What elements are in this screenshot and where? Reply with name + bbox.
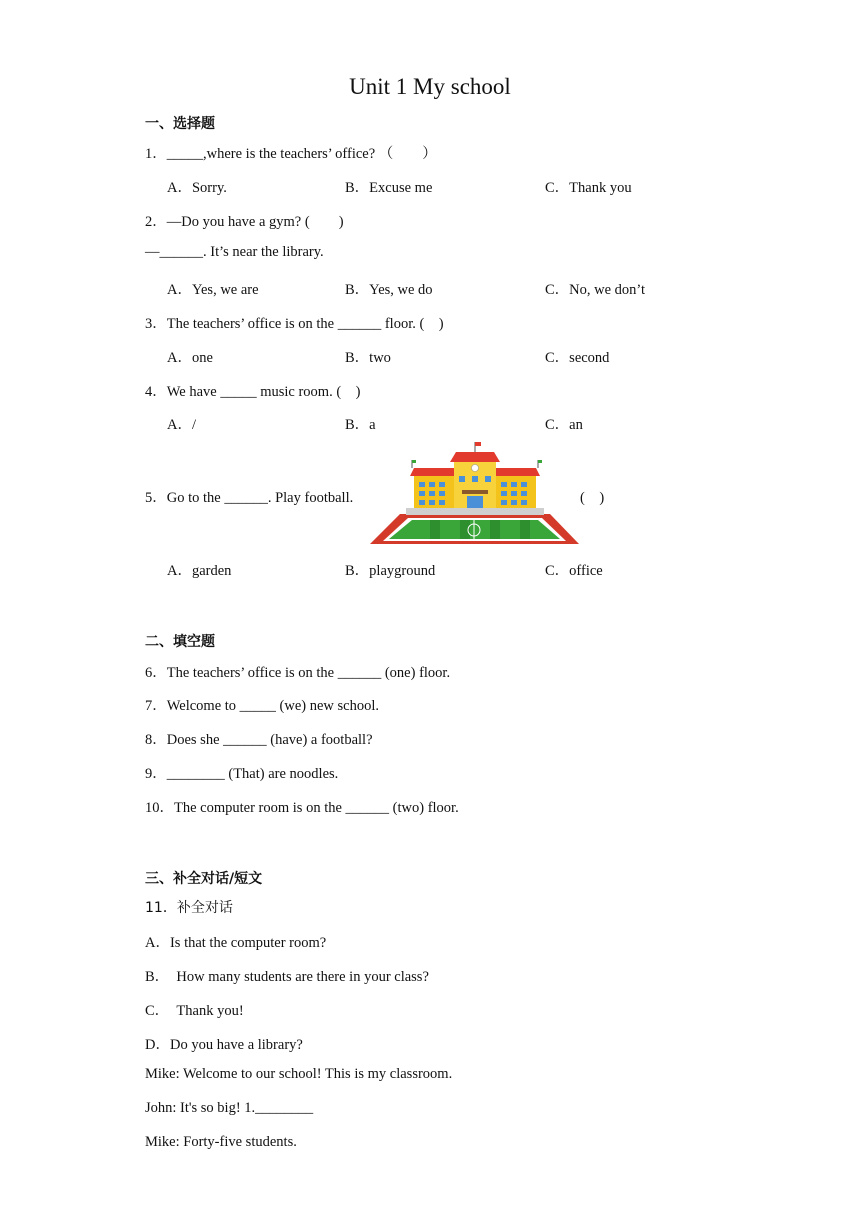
- fill-item-6: 6．The teachers’ office is on the ______ (one) floor.: [145, 665, 451, 681]
- page-title: Unit 1 My school: [349, 74, 511, 99]
- section-heading-dialogue: 三、补全对话/短文: [145, 871, 263, 887]
- fill-item-10: 10．The computer room is on the ______ (two) floor.: [145, 800, 459, 816]
- q1-option-a: A．Sorry.: [167, 180, 227, 196]
- question-3: 3．The teachers’ office is on the ______ floor. ( ): [145, 316, 444, 332]
- question-2: 2．—Do you have a gym? ( ): [145, 214, 344, 230]
- dialogue-choice-c: C． Thank you!: [145, 1003, 244, 1019]
- q4-option-b: B．a: [345, 417, 376, 433]
- question-5: 5．Go to the ______. Play football.: [145, 490, 354, 506]
- q1-option-b: B．Excuse me: [345, 180, 433, 196]
- school-playground-illustration: [370, 440, 580, 546]
- section-heading-choice: 一、选择题: [145, 116, 215, 132]
- q3-option-c: C．second: [545, 350, 610, 366]
- q4-option-a: A．/: [167, 417, 196, 433]
- question-5-bracket: ( ): [580, 490, 605, 506]
- section-heading-fill: 二、填空题: [145, 634, 215, 650]
- question-4: 4．We have _____ music room. ( ): [145, 384, 361, 400]
- q1-option-c: C．Thank you: [545, 180, 632, 196]
- dialogue-item-title: 11．补全对话: [145, 900, 233, 916]
- fill-item-9: 9．________ (That) are noodles.: [145, 766, 339, 782]
- q2-option-b: B．Yes, we do: [345, 282, 433, 298]
- question-2-reply: —______. It’s near the library.: [145, 244, 324, 260]
- dialogue-line-1: Mike: Welcome to our school! This is my classroom.: [145, 1066, 453, 1082]
- q5-option-b: B．playground: [345, 563, 436, 579]
- question-1: 1．_____,where is the teachers’ office? （ ）: [145, 146, 437, 162]
- fill-item-8: 8．Does she ______ (have) a football?: [145, 732, 373, 748]
- q2-option-a: A．Yes, we are: [167, 282, 259, 298]
- dialogue-line-3: Mike: Forty-five students.: [145, 1134, 297, 1150]
- dialogue-choice-d: D．Do you have a library?: [145, 1037, 303, 1053]
- dialogue-line-2: John: It's so big! 1.________: [145, 1100, 314, 1116]
- q3-option-a: A．one: [167, 350, 213, 366]
- q5-option-c: C．office: [545, 563, 603, 579]
- fill-item-7: 7．Welcome to _____ (we) new school.: [145, 698, 379, 714]
- q2-option-c: C．No, we don’t: [545, 282, 646, 298]
- dialogue-choice-b: B． How many students are there in your class?: [145, 969, 429, 985]
- q4-option-c: C．an: [545, 417, 583, 433]
- q3-option-b: B．two: [345, 350, 391, 366]
- dialogue-choice-a: A．Is that the computer room?: [145, 935, 327, 951]
- q5-option-a: A．garden: [167, 563, 232, 579]
